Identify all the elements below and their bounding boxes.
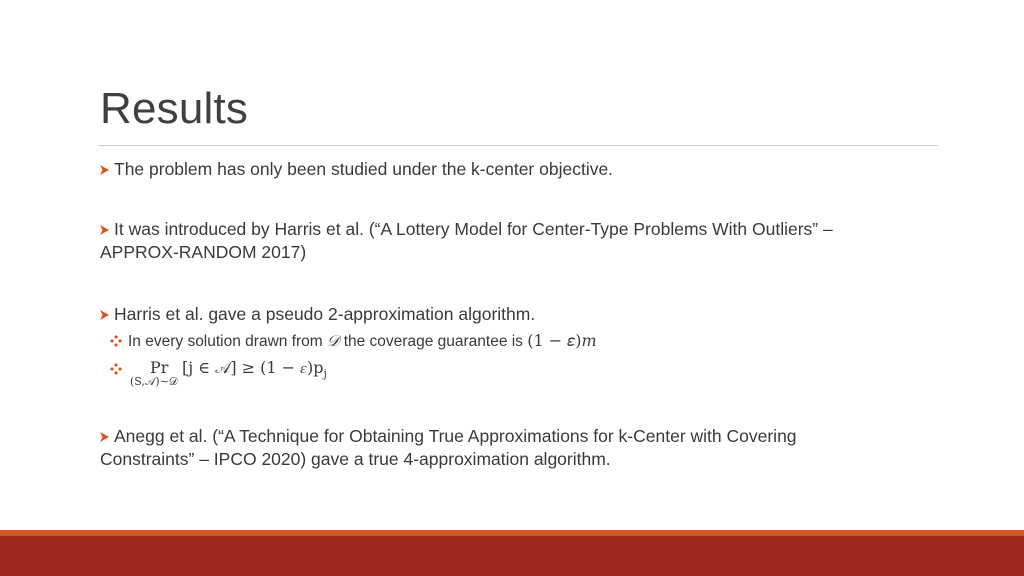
coverage-middle: the coverage guarantee is bbox=[343, 333, 523, 350]
bullet-4 bbox=[100, 425, 797, 471]
bullet-1-text: The problem has only been studied under the k-center objective. bbox=[114, 159, 614, 179]
coverage-formula: (1 − 𝜀)𝑚 bbox=[527, 331, 597, 350]
prob-subscript: (S,𝒜)∼𝒟 bbox=[130, 375, 178, 388]
coverage-prefix: In every solution drawn from bbox=[128, 333, 323, 350]
prob-body: [j ∈ 𝒜] ≥ (1 − 𝜀)p bbox=[182, 358, 324, 377]
footer-bar bbox=[0, 536, 1024, 576]
prob-operator: Pr bbox=[150, 358, 169, 377]
arrow-bullet-icon bbox=[100, 310, 109, 320]
title-divider bbox=[98, 145, 938, 146]
prob-index: j bbox=[323, 367, 327, 381]
arrow-bullet-icon bbox=[100, 225, 109, 235]
bullet-3-text: Harris et al. gave a pseudo 2-approximation algorithm. bbox=[114, 304, 536, 324]
bullet-4-line-1: Anegg et al. (“A Technique for Obtaining True Approximations for k-Center with Covering bbox=[114, 426, 797, 446]
diamond-bullet-icon bbox=[110, 335, 122, 347]
prob-body-wrap bbox=[182, 358, 327, 380]
arrow-bullet-icon bbox=[100, 432, 109, 442]
bullet-2 bbox=[100, 218, 833, 264]
bullet-3 bbox=[100, 303, 535, 326]
bullet-2-line-2: APPROX-RANDOM 2017) bbox=[100, 242, 307, 262]
bullet-1 bbox=[100, 158, 613, 181]
subbullet-coverage bbox=[110, 331, 597, 352]
distribution-symbol: 𝒟 bbox=[327, 332, 340, 350]
slide-title: Results bbox=[100, 84, 249, 133]
bullet-4-line-2: Constraints” – IPCO 2020) gave a true 4-approximation algorithm. bbox=[100, 449, 611, 469]
diamond-bullet-icon bbox=[110, 363, 122, 375]
bullet-2-line-1: It was introduced by Harris et al. (“A Lottery Model for Center-Type Problems With Outliers” – bbox=[114, 219, 833, 239]
arrow-bullet-icon bbox=[100, 165, 109, 175]
subbullet-probability-marker bbox=[110, 360, 128, 380]
